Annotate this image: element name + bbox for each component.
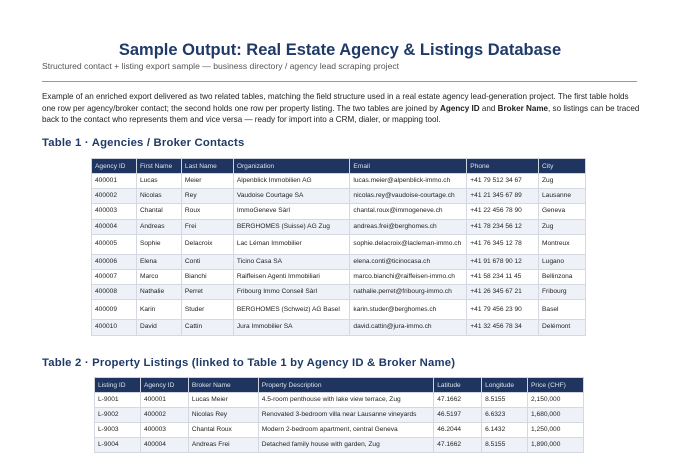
table-cell: +41 76 345 12 78: [467, 234, 539, 254]
table-cell: Modern 2-bedroom apartment, central Geneva: [258, 423, 433, 438]
table-cell: Raiffeisen Agenti Immobiliari: [233, 269, 350, 284]
table-cell: karin.studer@berghomes.ch: [350, 300, 467, 320]
table-cell: Nathalie: [136, 285, 181, 300]
table-cell: 400009: [92, 300, 137, 320]
table-cell: +41 79 456 23 90: [467, 300, 539, 320]
table-cell: Detached family house with garden, Zug: [258, 438, 433, 453]
table-row: [95, 408, 584, 423]
table-cell: Basel: [539, 300, 586, 320]
intro-key-broker-name: Broker Name: [497, 103, 549, 113]
table-cell: 2,150,000: [528, 393, 584, 408]
table-cell: Nicolas: [136, 189, 181, 204]
page-title: Sample Output: Real Estate Agency & Listings Database: [118, 41, 562, 59]
table-row: [92, 204, 586, 219]
column-header[interactable]: Phone: [467, 159, 539, 174]
table-cell: 1,680,000: [528, 408, 584, 423]
column-header[interactable]: Price (CHF): [528, 378, 584, 393]
intro-paragraph: [42, 91, 642, 126]
table-row: [92, 174, 586, 189]
table-cell: Elena: [136, 254, 181, 269]
table-cell: +41 79 512 34 67: [467, 174, 539, 189]
table-row: [92, 269, 586, 284]
table-cell: chantal.roux@immogeneve.ch: [350, 204, 467, 219]
table-cell: L-9001: [95, 393, 141, 408]
table-row: [92, 219, 586, 234]
table-cell: David: [136, 320, 181, 335]
table-cell: Meier: [181, 174, 233, 189]
intro-key-agency-id: Agency ID: [440, 103, 480, 113]
column-header[interactable]: Listing ID: [95, 378, 141, 393]
table-cell: Sophie: [136, 234, 181, 254]
table-cell: 47.1662: [434, 438, 482, 453]
header-divider: [42, 81, 637, 82]
column-header[interactable]: City: [539, 159, 586, 174]
column-header[interactable]: Property Description: [258, 378, 433, 393]
table-cell: Lugano: [539, 254, 586, 269]
table-cell: 6.1432: [482, 423, 528, 438]
table-cell: +41 26 345 67 21: [467, 285, 539, 300]
table-cell: Bianchi: [181, 269, 233, 284]
table-cell: elena.conti@ticinocasa.ch: [350, 254, 467, 269]
table-cell: 400004: [140, 438, 188, 453]
table-cell: Roux: [181, 204, 233, 219]
column-header[interactable]: Broker Name: [188, 378, 258, 393]
column-header[interactable]: Agency ID: [92, 159, 137, 174]
column-header[interactable]: Longitude: [482, 378, 528, 393]
table-cell: Fribourg: [539, 285, 586, 300]
table-cell: +41 91 678 90 12: [467, 254, 539, 269]
table-cell: L-9004: [95, 438, 141, 453]
table-cell: Chantal Roux: [188, 423, 258, 438]
table-cell: Geneva: [539, 204, 586, 219]
table-cell: Lucas: [136, 174, 181, 189]
table-cell: +41 22 456 78 90: [467, 204, 539, 219]
table-cell: Zug: [539, 174, 586, 189]
table-cell: Lucas Meier: [188, 393, 258, 408]
table-cell: 400001: [140, 393, 188, 408]
table-cell: BERGHOMES (Suisse) AG Zug: [233, 219, 350, 234]
column-header[interactable]: First Name: [136, 159, 181, 174]
table-cell: 47.1662: [434, 393, 482, 408]
table2-heading: Table 2 · Property Listings (linked to Table 1 by Agency ID & Broker Name): [42, 357, 456, 369]
table-cell: Montreux: [539, 234, 586, 254]
table-cell: sophie.delacroix@lacleman-immo.ch: [350, 234, 467, 254]
table-cell: BERGHOMES (Schweiz) AG Basel: [233, 300, 350, 320]
column-header[interactable]: Last Name: [181, 159, 233, 174]
table-cell: Nicolas Rey: [188, 408, 258, 423]
table-cell: Chantal: [136, 204, 181, 219]
table-row: [92, 320, 586, 335]
table-cell: Perret: [181, 285, 233, 300]
table-header-row: [95, 378, 584, 393]
table-row: [95, 438, 584, 453]
table-cell: 8.5155: [482, 393, 528, 408]
table-cell: 400005: [92, 234, 137, 254]
table-cell: lucas.meier@alpenblick-immo.ch: [350, 174, 467, 189]
table-cell: +41 78 234 56 12: [467, 219, 539, 234]
table-row: [92, 254, 586, 269]
intro-text-2: and: [479, 103, 498, 113]
column-header[interactable]: Email: [350, 159, 467, 174]
table-cell: L-9002: [95, 408, 141, 423]
table-cell: 400001: [92, 174, 137, 189]
table-cell: Karin: [136, 300, 181, 320]
table-cell: 8.5155: [482, 438, 528, 453]
table-cell: 400003: [92, 204, 137, 219]
table-cell: 1,250,000: [528, 423, 584, 438]
table-cell: Rey: [181, 189, 233, 204]
table-cell: Renovated 3-bedroom villa near Lausanne vineyards: [258, 408, 433, 423]
table-cell: Zug: [539, 219, 586, 234]
table-cell: 400002: [92, 189, 137, 204]
table-cell: Lausanne: [539, 189, 586, 204]
table-cell: Fribourg Immo Conseil Sàrl: [233, 285, 350, 300]
table-row: [92, 234, 586, 254]
listings-table: [94, 377, 584, 453]
table-cell: L-9003: [95, 423, 141, 438]
table-cell: Studer: [181, 300, 233, 320]
table-cell: 46.2044: [434, 423, 482, 438]
table-cell: 46.5197: [434, 408, 482, 423]
table-cell: 400004: [92, 219, 137, 234]
table-cell: 400007: [92, 269, 137, 284]
table-row: [92, 189, 586, 204]
table-row: [95, 393, 584, 408]
table-cell: +41 21 345 67 89: [467, 189, 539, 204]
table-row: [92, 285, 586, 300]
table-cell: 1,890,000: [528, 438, 584, 453]
table-header-row: [92, 159, 586, 174]
table-cell: Ticino Casa SA: [233, 254, 350, 269]
table-cell: marco.bianchi@raiffeisen-immo.ch: [350, 269, 467, 284]
table-cell: nicolas.rey@vaudoise-courtage.ch: [350, 189, 467, 204]
table-cell: 400008: [92, 285, 137, 300]
table-cell: 400003: [140, 423, 188, 438]
intro-text-3: , so listings can be traced back to the contact who represents them and vice versa — ready for import into a CRM, dialer, or mapping tool.: [42, 103, 640, 124]
table-cell: Alpenblick Immobilien AG: [233, 174, 350, 189]
table-cell: +41 32 456 78 34: [467, 320, 539, 335]
table-cell: Lac Léman Immobilier: [233, 234, 350, 254]
table-cell: 400002: [140, 408, 188, 423]
table-cell: Marco: [136, 269, 181, 284]
table-cell: 6.6323: [482, 408, 528, 423]
table-cell: Jura Immobilier SA: [233, 320, 350, 335]
table-row: [92, 300, 586, 320]
table-cell: Delémont: [539, 320, 586, 335]
table-cell: Delacroix: [181, 234, 233, 254]
table-cell: Conti: [181, 254, 233, 269]
table1-heading: Table 1 · Agencies / Broker Contacts: [42, 137, 245, 149]
table-cell: 400010: [92, 320, 137, 335]
table-cell: +41 58 234 11 45: [467, 269, 539, 284]
table-cell: Andreas Frei: [188, 438, 258, 453]
table-cell: 4.5-room penthouse with lake view terrace, Zug: [258, 393, 433, 408]
table-cell: Vaudoise Courtage SA: [233, 189, 350, 204]
table-cell: Cattin: [181, 320, 233, 335]
table-cell: Frei: [181, 219, 233, 234]
page-subtitle: Structured contact + listing export sample — business directory / agency lead scraping project: [42, 61, 400, 71]
intro-text-1: Example of an enriched export delivered as two related tables, matching the field structure used in a real estate agency lead-generation project. The first table holds one row per agency/broker contact; the second holds one row per property listing. The two tables are joined by: [42, 92, 629, 113]
column-header[interactable]: Organization: [233, 159, 350, 174]
table-cell: 400006: [92, 254, 137, 269]
table-cell: andreas.frei@berghomes.ch: [350, 219, 467, 234]
table-cell: ImmoGeneve Sàrl: [233, 204, 350, 219]
table-cell: Andreas: [136, 219, 181, 234]
column-header[interactable]: Agency ID: [140, 378, 188, 393]
table-cell: Bellinzona: [539, 269, 586, 284]
table-row: [95, 423, 584, 438]
column-header[interactable]: Latitude: [434, 378, 482, 393]
table-cell: david.cattin@jura-immo.ch: [350, 320, 467, 335]
table-cell: nathalie.perret@fribourg-immo.ch: [350, 285, 467, 300]
agencies-table: [91, 158, 586, 336]
